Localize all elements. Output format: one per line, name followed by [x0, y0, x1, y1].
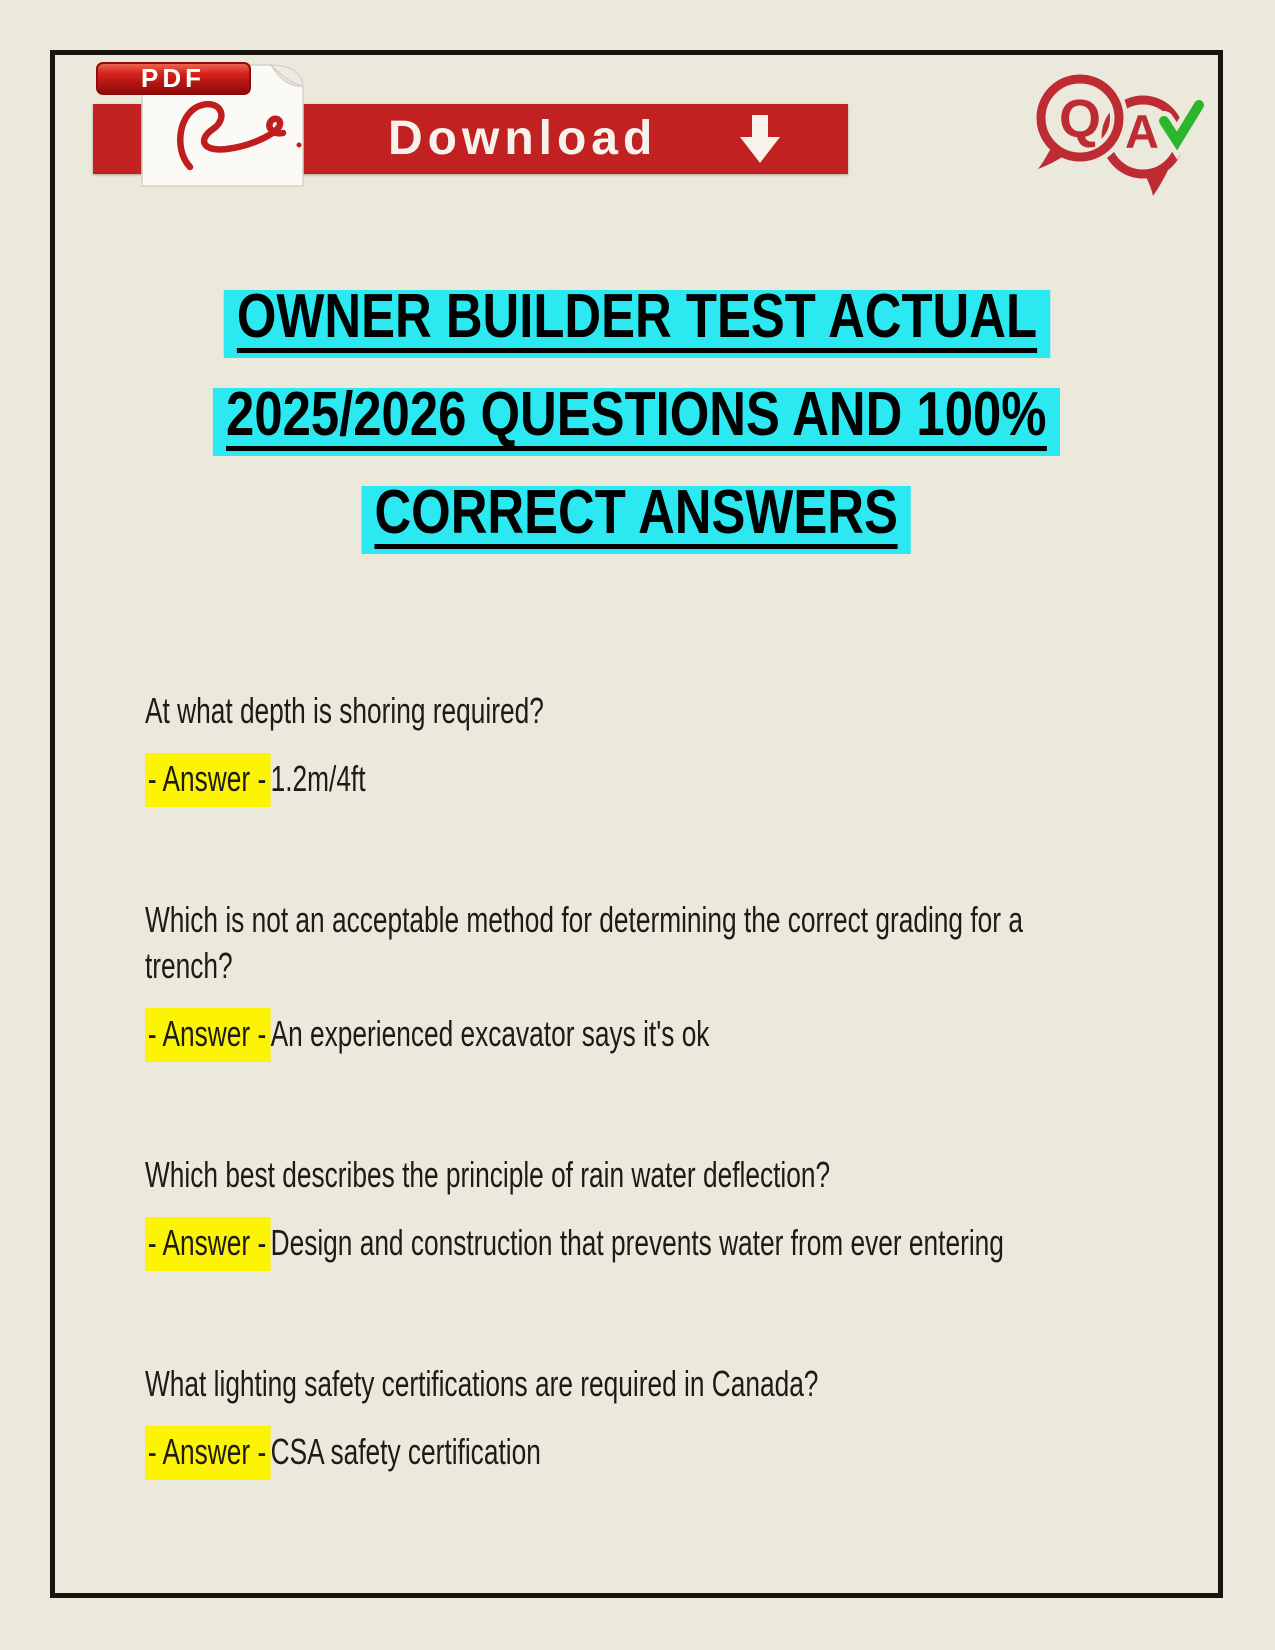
qa-content — [145, 688, 1087, 1570]
question-text: Which best describes the principle of rain water deflection? — [145, 1154, 831, 1195]
qa-logo-a-letter: A — [1125, 105, 1159, 158]
answer-text: An experienced excavator says it's ok — [270, 1013, 710, 1054]
answer-line — [145, 1011, 1087, 1057]
title-text-2: 2025/2026 QUESTIONS AND 100% — [226, 380, 1047, 449]
question-text: What lighting safety certifications are required in Canada? — [145, 1363, 819, 1404]
title-text-3: CORRECT ANSWERS — [374, 478, 899, 547]
document-title-line-2 — [55, 380, 1218, 456]
pdf-badge-label: PDF — [141, 63, 205, 93]
answer-line — [145, 1429, 1087, 1475]
document-title — [55, 282, 1218, 584]
answer-line — [145, 1220, 1087, 1266]
answer-text: Design and construction that prevents water from ever entering — [270, 1222, 1004, 1263]
answer-label-highlight: - Answer - — [145, 1217, 271, 1271]
title-text-1: OWNER BUILDER TEST ACTUAL — [236, 282, 1037, 351]
answer-label-highlight: - Answer - — [145, 753, 271, 807]
qa-logo — [1035, 76, 1205, 186]
pdf-badge — [97, 63, 250, 94]
qa-logo-q-letter: Q — [1058, 89, 1102, 149]
question-text: Which is not an acceptable method for determining the correct grading for a trench? — [145, 899, 1023, 986]
qa-item — [145, 688, 1087, 802]
qa-item — [145, 1152, 1087, 1266]
question-text: At what depth is shoring required? — [145, 690, 544, 731]
document-title-line-1 — [55, 282, 1218, 358]
pdf-file-icon — [85, 55, 310, 195]
download-arrow-icon — [735, 113, 785, 165]
qa-item — [145, 1361, 1087, 1475]
answer-text: CSA safety certification — [270, 1431, 541, 1472]
document-title-line-3 — [55, 478, 1218, 554]
download-label: Download — [388, 112, 658, 165]
qa-item — [145, 897, 1087, 1057]
answer-label-highlight: - Answer - — [145, 1426, 271, 1480]
answer-text: 1.2m/4ft — [270, 758, 366, 799]
answer-label-highlight: - Answer - — [145, 1008, 271, 1062]
answer-line — [145, 756, 1087, 802]
